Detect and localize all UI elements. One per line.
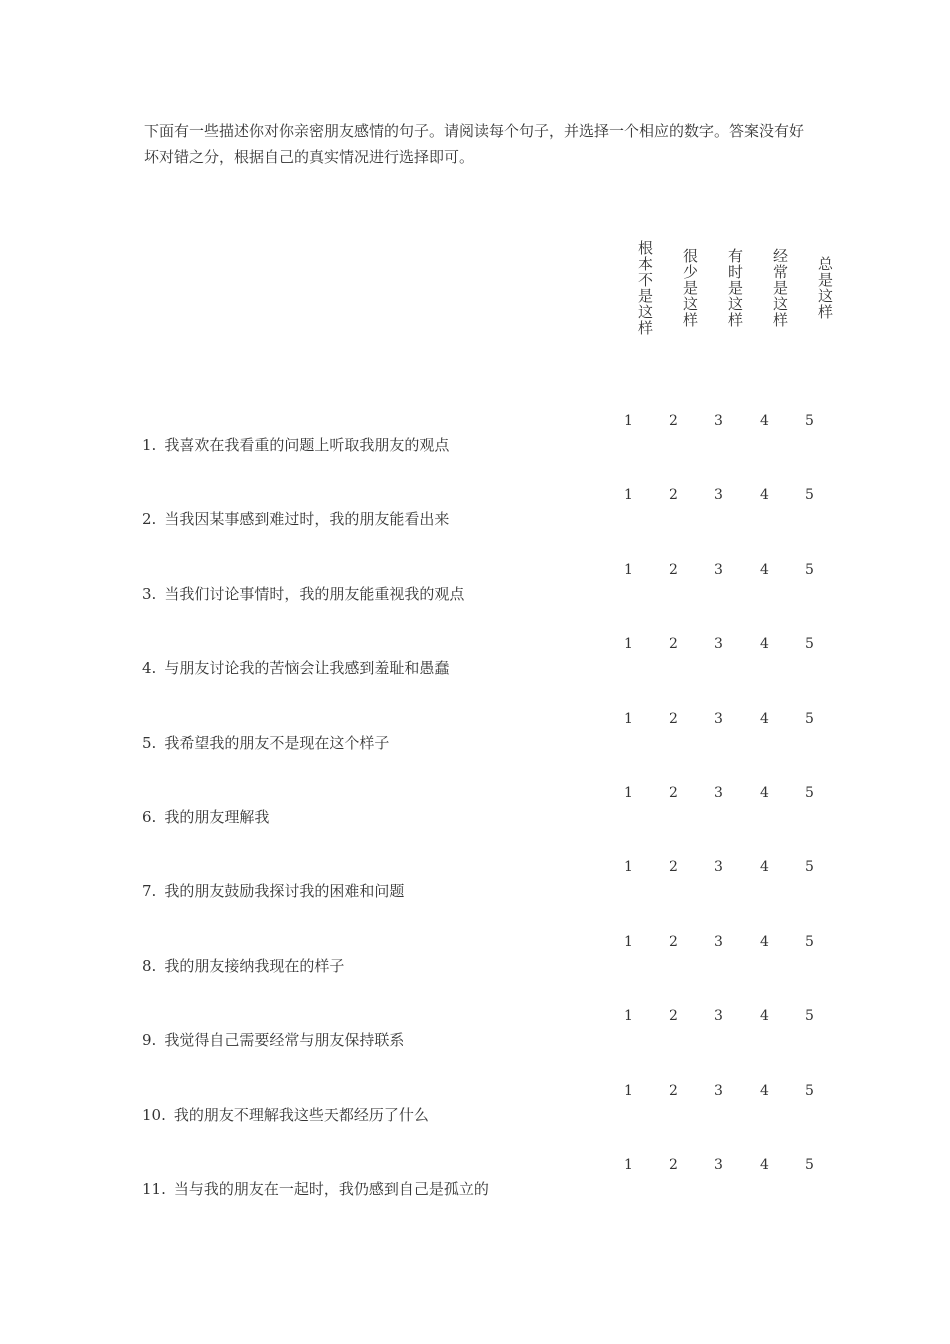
- rating-option[interactable]: 3: [714, 1008, 723, 1024]
- rating-option[interactable]: 5: [805, 487, 814, 503]
- rating-option[interactable]: 4: [760, 413, 769, 429]
- rating-option[interactable]: 2: [669, 562, 678, 578]
- rating-option[interactable]: 4: [760, 1157, 769, 1173]
- rating-option[interactable]: 1: [624, 562, 633, 578]
- rating-option[interactable]: 4: [760, 1083, 769, 1099]
- rating-option[interactable]: 2: [669, 636, 678, 652]
- item-number: 4.: [142, 659, 157, 677]
- questionnaire-item: [0, 857, 950, 931]
- scale-header-label: 总是这样: [816, 256, 834, 320]
- item-number: 9.: [142, 1031, 157, 1049]
- rating-option[interactable]: 5: [805, 562, 814, 578]
- scale-header-often: [747, 208, 792, 368]
- item-statement: [142, 733, 389, 753]
- rating-option[interactable]: 4: [760, 859, 769, 875]
- item-statement: [142, 1179, 489, 1199]
- item-text: 我觉得自己需要经常与朋友保持联系: [164, 1031, 405, 1049]
- item-statement: [142, 807, 269, 827]
- rating-option[interactable]: 5: [805, 1083, 814, 1099]
- rating-option[interactable]: 1: [624, 636, 633, 652]
- item-text: 当我们讨论事情时，我的朋友能重视我的观点: [164, 585, 465, 603]
- questionnaire-item: [0, 634, 950, 708]
- rating-option[interactable]: 2: [669, 1157, 678, 1173]
- questionnaire-item: [0, 783, 950, 857]
- rating-scale: [606, 857, 836, 877]
- rating-scale: [606, 932, 836, 952]
- scale-header-never: [612, 208, 657, 368]
- rating-scale: [606, 411, 836, 431]
- rating-option[interactable]: 3: [714, 859, 723, 875]
- rating-option[interactable]: 2: [669, 487, 678, 503]
- rating-option[interactable]: 4: [760, 487, 769, 503]
- questionnaire-item: [0, 932, 950, 1006]
- scale-headers: [612, 208, 837, 368]
- questionnaire-item: [0, 1081, 950, 1155]
- item-number: 1.: [142, 436, 157, 454]
- instructions-text: 下面有一些描述你对你亲密朋友感情的句子。请阅读每个句子，并选择一个相应的数字。答案没有好坏对错之分，根据自己的真实情况进行选择即可。: [144, 122, 805, 166]
- rating-option[interactable]: 2: [669, 785, 678, 801]
- rating-option[interactable]: 3: [714, 934, 723, 950]
- item-statement: [142, 509, 449, 529]
- rating-option[interactable]: 3: [714, 1083, 723, 1099]
- item-number: 5.: [142, 734, 157, 752]
- item-number: 8.: [142, 957, 157, 975]
- item-text: 我希望我的朋友不是现在这个样子: [164, 734, 390, 752]
- rating-option[interactable]: 1: [624, 859, 633, 875]
- rating-option[interactable]: 4: [760, 1008, 769, 1024]
- questionnaire-item: [0, 411, 950, 485]
- rating-option[interactable]: 5: [805, 934, 814, 950]
- rating-scale: [606, 709, 836, 729]
- scale-header-rarely: [657, 208, 702, 368]
- item-text: 我喜欢在我看重的问题上听取我朋友的观点: [164, 436, 450, 454]
- item-number: 2.: [142, 510, 157, 528]
- rating-option[interactable]: 3: [714, 562, 723, 578]
- rating-option[interactable]: 2: [669, 413, 678, 429]
- item-statement: [142, 956, 344, 976]
- item-text: 我的朋友鼓励我探讨我的困难和问题: [164, 882, 405, 900]
- rating-option[interactable]: 5: [805, 636, 814, 652]
- item-statement: [142, 584, 464, 604]
- item-text: 与朋友讨论我的苦恼会让我感到羞耻和愚蠢: [164, 659, 450, 677]
- item-statement: [142, 1030, 404, 1050]
- rating-option[interactable]: 4: [760, 636, 769, 652]
- rating-option[interactable]: 4: [760, 562, 769, 578]
- rating-option[interactable]: 3: [714, 413, 723, 429]
- item-statement: [142, 1105, 429, 1125]
- rating-option[interactable]: 2: [669, 934, 678, 950]
- item-statement: [142, 881, 404, 901]
- rating-scale: [606, 1081, 836, 1101]
- scale-header-always: [792, 208, 837, 368]
- item-number: 10.: [142, 1106, 166, 1124]
- item-text: 当我因某事感到难过时，我的朋友能看出来: [164, 510, 450, 528]
- rating-option[interactable]: 5: [805, 1157, 814, 1173]
- item-number: 6.: [142, 808, 157, 826]
- rating-option[interactable]: 1: [624, 413, 633, 429]
- item-text: 我的朋友接纳我现在的样子: [164, 957, 345, 975]
- rating-scale: [606, 1155, 836, 1175]
- item-text: 我的朋友不理解我这些天都经历了什么: [173, 1106, 429, 1124]
- scale-header-label: 有时是这样: [726, 248, 744, 328]
- item-number: 3.: [142, 585, 157, 603]
- questionnaire-item: [0, 485, 950, 559]
- rating-option[interactable]: 3: [714, 785, 723, 801]
- rating-scale: [606, 783, 836, 803]
- rating-scale: [606, 1006, 836, 1026]
- rating-option[interactable]: 4: [760, 711, 769, 727]
- rating-option[interactable]: 5: [805, 859, 814, 875]
- item-text: 当与我的朋友在一起时，我仍感到自己是孤立的: [173, 1180, 489, 1198]
- rating-option[interactable]: 5: [805, 413, 814, 429]
- rating-option[interactable]: 3: [714, 636, 723, 652]
- questionnaire-item: [0, 560, 950, 634]
- rating-option[interactable]: 1: [624, 1083, 633, 1099]
- item-statement: [142, 435, 449, 455]
- rating-scale: [606, 634, 836, 654]
- rating-option[interactable]: 5: [805, 785, 814, 801]
- rating-option[interactable]: 3: [714, 487, 723, 503]
- rating-option[interactable]: 1: [624, 785, 633, 801]
- rating-scale: [606, 560, 836, 580]
- rating-option[interactable]: 5: [805, 1008, 814, 1024]
- rating-option[interactable]: 3: [714, 1157, 723, 1173]
- rating-option[interactable]: 3: [714, 711, 723, 727]
- questionnaire-item: [0, 1155, 950, 1229]
- rating-option[interactable]: 1: [624, 1157, 633, 1173]
- scale-header-label: 根本不是这样: [636, 240, 654, 336]
- rating-option[interactable]: 1: [624, 711, 633, 727]
- scale-header-label: 经常是这样: [771, 248, 789, 328]
- rating-option[interactable]: 4: [760, 934, 769, 950]
- item-text: 我的朋友理解我: [164, 808, 270, 826]
- rating-option[interactable]: 1: [624, 487, 633, 503]
- questionnaire-item: [0, 709, 950, 783]
- scale-header-sometimes: [702, 208, 747, 368]
- rating-option[interactable]: 1: [624, 934, 633, 950]
- rating-option[interactable]: 2: [669, 1083, 678, 1099]
- rating-option[interactable]: 2: [669, 859, 678, 875]
- item-number: 11.: [142, 1180, 166, 1198]
- rating-option[interactable]: 2: [669, 711, 678, 727]
- questionnaire-item: [0, 1006, 950, 1080]
- rating-option[interactable]: 5: [805, 711, 814, 727]
- rating-option[interactable]: 2: [669, 1008, 678, 1024]
- item-number: 7.: [142, 882, 157, 900]
- rating-scale: [606, 485, 836, 505]
- rating-option[interactable]: 1: [624, 1008, 633, 1024]
- item-statement: [142, 658, 449, 678]
- scale-header-label: 很少是这样: [681, 248, 699, 328]
- rating-option[interactable]: 4: [760, 785, 769, 801]
